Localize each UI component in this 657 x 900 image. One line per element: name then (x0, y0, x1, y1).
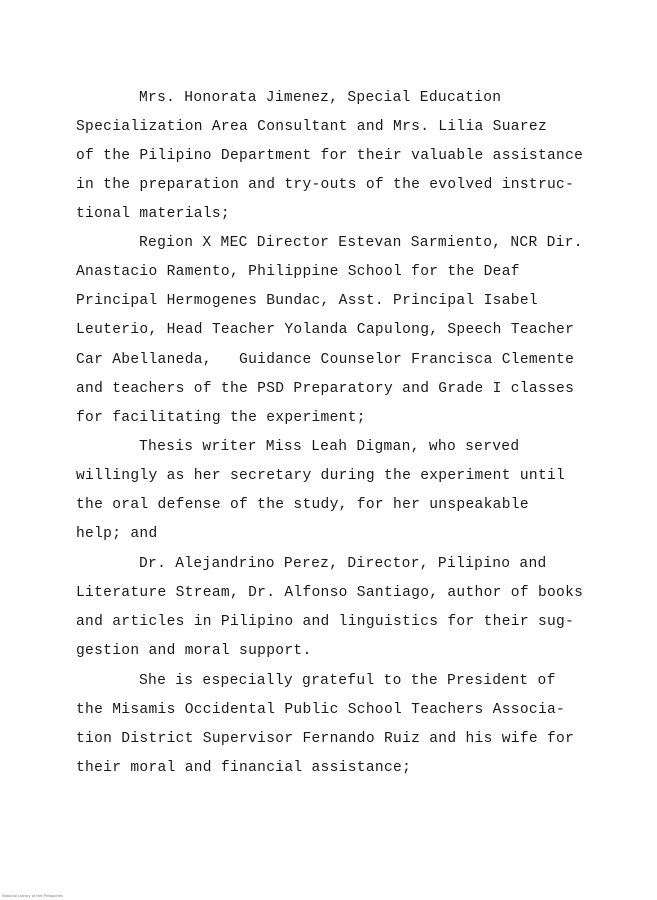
text-line: Region X MEC Director Estevan Sarmiento, NCR Dir. (139, 235, 583, 251)
text-line: Literature Stream, Dr. Alfonso Santiago, author of books (76, 585, 584, 601)
text-line: She is especially grateful to the President of (139, 673, 556, 689)
text-line: Leuterio, Head Teacher Yolanda Capulong, Speech Teacher (76, 322, 575, 338)
text-line: the oral defense of the study, for her unspeakable (76, 497, 529, 513)
text-line: and teachers of the PSD Preparatory and Grade I classes (76, 381, 575, 397)
text-line: willingly as her secretary during the experiment until (76, 468, 566, 484)
text-line: tion District Supervisor Fernando Ruiz and his wife for (76, 731, 575, 747)
text-line: Mrs. Honorata Jimenez, Special Education (139, 90, 502, 106)
text-line: of the Pilipino Department for their valuable assistance (76, 148, 584, 164)
text-line: Car Abellaneda, Guidance Counselor Francisca Clemente (76, 352, 575, 368)
text-line: in the preparation and try-outs of the evolved instruc- (76, 177, 575, 193)
text-line: Dr. Alejandrino Perez, Director, Pilipino and (139, 556, 547, 572)
text-line: Anastacio Ramento, Philippine School for the Deaf (76, 264, 520, 280)
text-line: the Misamis Occidental Public School Teachers Associa- (76, 702, 566, 718)
text-line: Principal Hermogenes Bundac, Asst. Principal Isabel (76, 293, 538, 309)
text-line: Specialization Area Consultant and Mrs. Lilia Suarez (76, 119, 547, 135)
text-line: tional materials; (76, 206, 230, 222)
text-line: and articles in Pilipino and linguistics for their sug- (76, 614, 575, 630)
text-line: for facilitating the experiment; (76, 410, 366, 426)
library-footer-mark: National Library of the Philippines (2, 894, 63, 898)
text-line: help; and (76, 526, 158, 542)
text-line: their moral and financial assistance; (76, 760, 412, 776)
text-line: Thesis writer Miss Leah Digman, who served (139, 439, 520, 455)
text-line: gestion and moral support. (76, 643, 312, 659)
